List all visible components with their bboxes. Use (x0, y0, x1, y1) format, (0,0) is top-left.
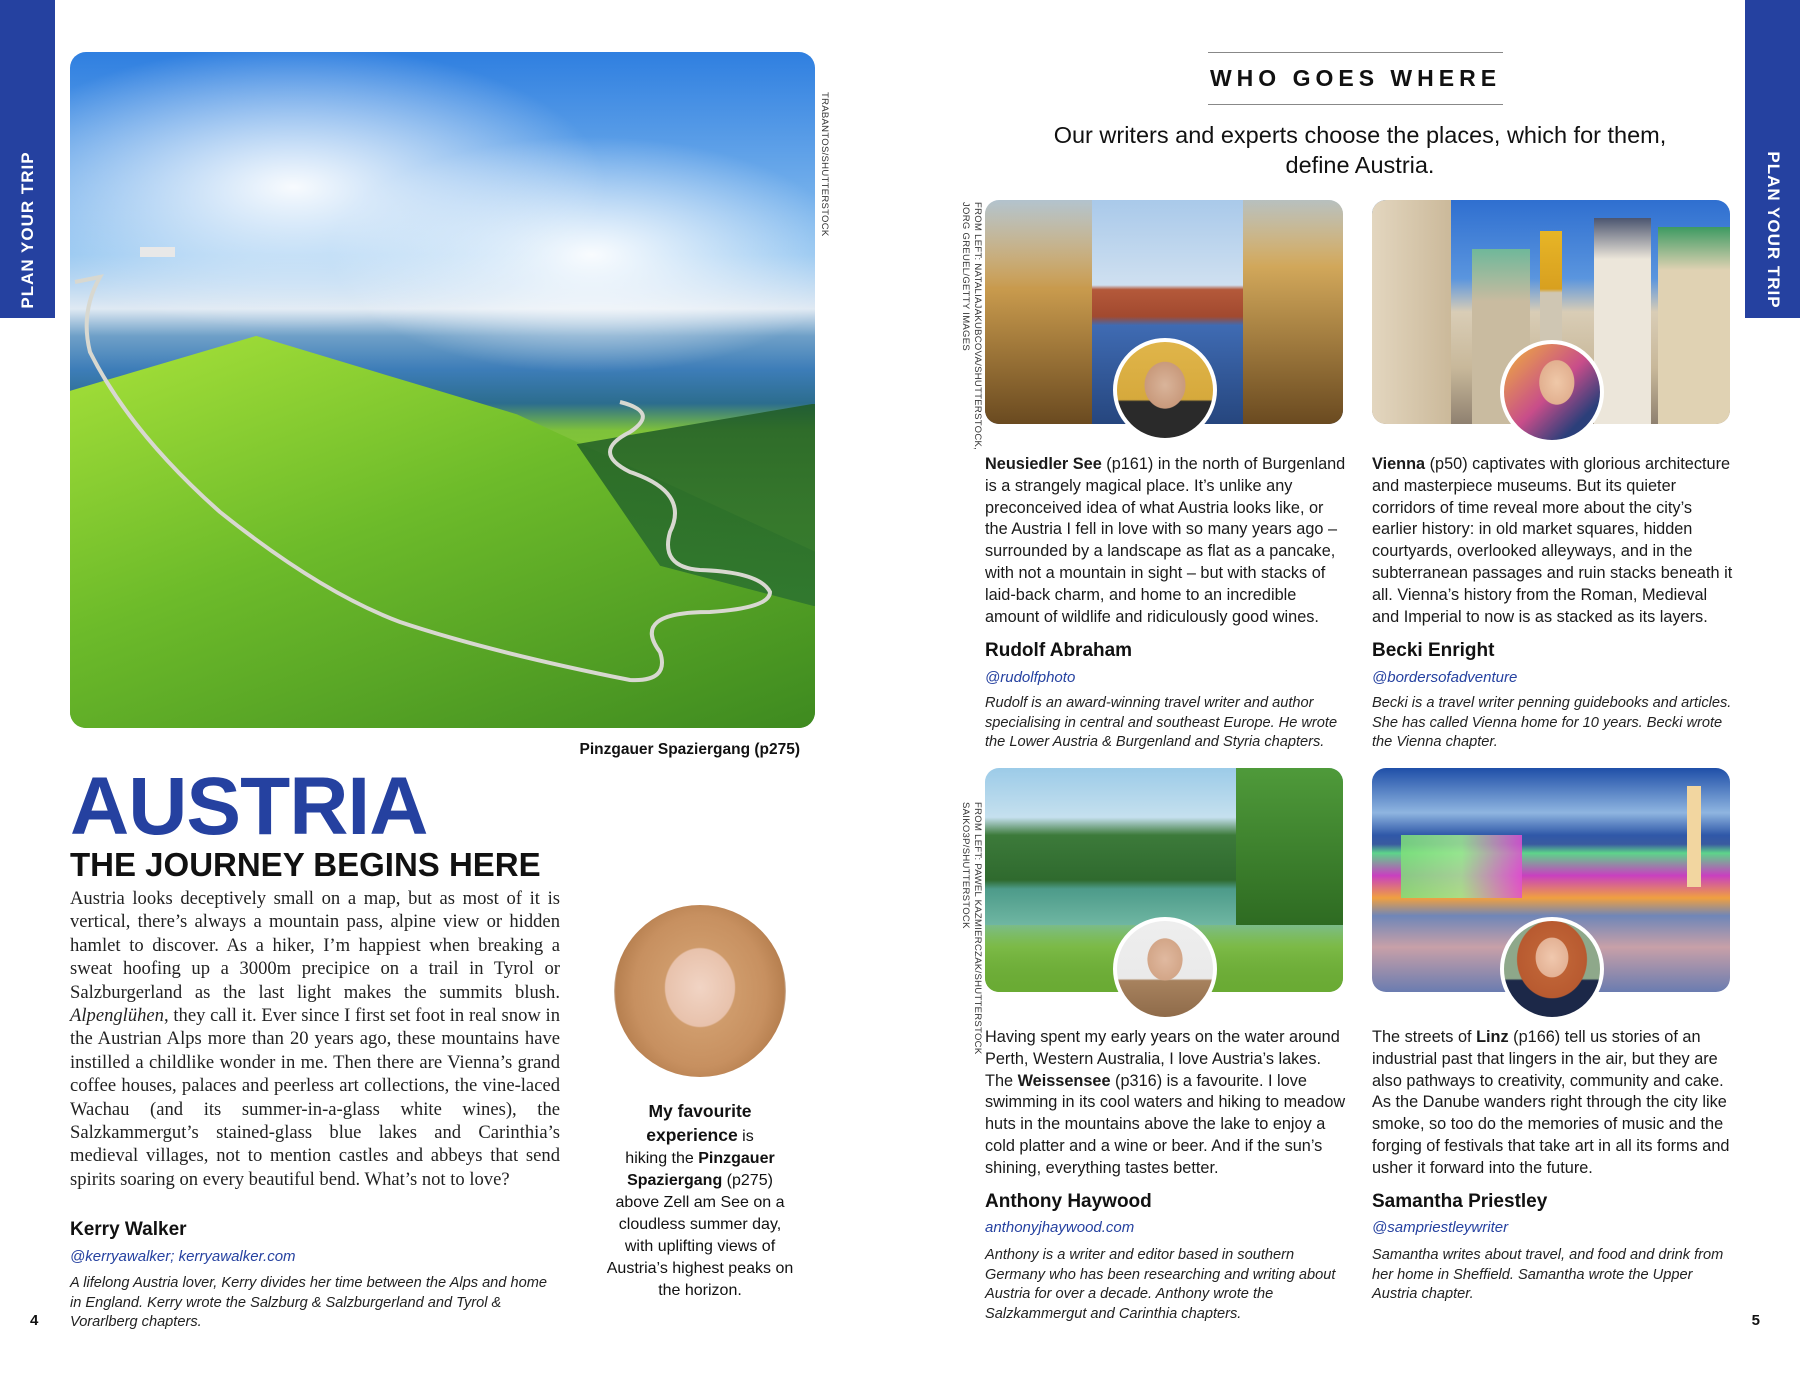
writer-name: Becki Enright (1372, 640, 1495, 661)
author-name: Kerry Walker (70, 1219, 187, 1240)
reeds-left (985, 200, 1092, 424)
photo-caption: Pinzgauer Spaziergang (p275) (579, 741, 800, 758)
page-number-right: 5 (1751, 1312, 1760, 1329)
page-title: AUSTRIA (70, 761, 428, 852)
header-rule-bottom (1208, 104, 1503, 105)
trees-right (1236, 768, 1343, 925)
samantha-priestley-avatar (1500, 917, 1604, 1021)
section-tab-right (1745, 0, 1800, 318)
section-subtitle: Our writers and experts choose the places, which for them, define Austria. (1053, 122, 1667, 178)
alpine-landscape-photo (70, 52, 815, 728)
writer-bio: Rudolf is an award-winning travel writer and author specialising in central and southeast Europe. He wrote the Lower Austria & Burgenland and Styria chapters. (985, 695, 1338, 750)
section-tab-label: PLAN YOUR TRIP (1763, 151, 1783, 309)
reeds-right (1243, 200, 1343, 424)
writer-handle-link[interactable]: anthonyjhaywood.com (985, 1219, 1135, 1236)
photo-credit-bottom: FROM LEFT: PAWEL KAZMIERCZAK/SHUTTERSTOCK SAIKO3P/SHUTTERSTOCK (960, 802, 983, 1055)
intro-emphasis: Alpenglühen (70, 1005, 164, 1027)
section-title: WHO GOES WHERE (1209, 65, 1502, 91)
photo-credit-top: FROM LEFT: NATALIAJAKUBCOVA/SHUTTERSTOCK, JORG GREUEL/GETTY IMAGES (960, 202, 983, 451)
writer-handle-link[interactable]: @sampriestleywriter (1372, 1219, 1509, 1236)
intro-paragraph: Austria looks deceptively small on a map, but as most of it is vertical, there’s always a mountain pass, alpine view or hidden hamlet to discover. As a hiker, I’m happiest when breaking a sweat hoofing up a 3000m precipice on a trail in Tyrol or Salzburgerland as the last light makes the summits blush. Alpenglühen, they call it. Ever since I first set foot in real snow in the Austrian Alps more than 20 years ago, these mountains have instilled a childlike wonder in me. Then there are Vienna’s grand coffee houses, palaces and peerless art collections, the vine-laced Wachau (and its summer-in-a-glass white wines), the Salzkammergut’s stained-glass blue lakes and Carinthia’s medieval villages, not to mention castles and abbeys that send spirits soaring on every beautiful bend. What’s not to love? (70, 888, 560, 1190)
church-tower (1687, 786, 1701, 887)
page-subtitle: THE JOURNEY BEGINS HERE (70, 846, 541, 883)
author-portrait-avatar (614, 905, 786, 1077)
building-left (1372, 200, 1451, 424)
favourite-experience-callout: My favourite experience is hiking the Pinzgauer Spaziergang (p275) above Zell am See on a cloudless summer day, with uplifting views of Austria’s highest peaks on the horizon. (606, 1101, 794, 1299)
building-right (1658, 227, 1730, 424)
becki-enright-avatar (1500, 340, 1604, 444)
writer-handle-link[interactable]: @rudolfphoto (985, 669, 1076, 686)
writer-blurb-neusiedler-see: Neusiedler See (p161) in the north of Burgenland is a strangely magical place. It’s unlike any preconceived idea of what Austria looks like, or the Austria I fell in love with so many years ago – surrounded by a landscape as flat as a pancake, with not a mountain in sight – but with stacks of laid-back charm, and home to an incredible amount of wildlife and ridiculously good wines. (985, 455, 1346, 626)
rudolf-abraham-avatar (1113, 338, 1217, 442)
writer-handle-link[interactable]: @bordersofadventure (1372, 669, 1518, 686)
section-tab-left (0, 0, 55, 318)
author-handle-link[interactable]: @kerryawalker; kerryawalker.com (70, 1248, 296, 1265)
ars-electronica-building (1401, 835, 1523, 898)
page-number-left: 4 (30, 1312, 39, 1329)
section-tab-label: PLAN YOUR TRIP (17, 151, 37, 309)
writer-name: Rudolf Abraham (985, 640, 1133, 661)
anthony-haywood-avatar (1113, 917, 1217, 1021)
writer-name: Anthony Haywood (985, 1191, 1152, 1212)
writer-bio: Anthony is a writer and editor based in southern Germany who has been researching and writing about Austria for over a decade. Anthony wrote the Salzkammergut and Carinthia chapters. (985, 1247, 1336, 1322)
header-rule-top (1208, 52, 1503, 53)
author-bio: A lifelong Austria lover, Kerry divides her time between the Alps and home in England. Kerry wrote the Salzburg & Salzburgerland and Tyrol & Vorarlberg chapters. (70, 1275, 547, 1330)
writer-bio: Samantha writes about travel, and food and drink from her home in Sheffield. Samantha wrote the Upper Austria chapter. (1372, 1247, 1724, 1302)
winding-road-path (70, 52, 815, 728)
writer-blurb-vienna: Vienna (p50) captivates with glorious architecture and masterpiece museums. But its quieter corridors of time reveal more about the city’s earlier history: in old market squares, hidden courtyards, overlooked alleyways, and in the subterranean passages and ruin stacks beneath it all. Vienna’s history from the Roman, Medieval and Imperial to now is as stacked as its layers. (1372, 455, 1733, 626)
writer-blurb-weissensee: Having spent my early years on the water around Perth, Western Australia, I love Austria’s lakes. The Weissensee (p316) is a favourite. I love swimming in its cool waters and hiking to meadow huts in the mountains above the lake to enjoy a cold platter and a wine or beer. And if the sun’s shining, everything tastes better. (985, 1028, 1346, 1177)
writer-blurb-linz: The streets of Linz (p166) tell us stories of an industrial past that lingers in the air, but they are also pathways to creativity, community and cake. As the Danube wanders right through the city like smoke, so too do the memories of music and the forging of festivals that take art in all its forms and usher it forward into the future. (1372, 1028, 1730, 1177)
writer-bio: Becki is a travel writer penning guidebooks and articles. She has called Vienna home for 10 years. Becki wrote the Vienna chapter. (1372, 695, 1732, 750)
photo-credit: TRABANTOS/SHUTTERSTOCK (819, 92, 830, 237)
writer-name: Samantha Priestley (1372, 1191, 1548, 1212)
